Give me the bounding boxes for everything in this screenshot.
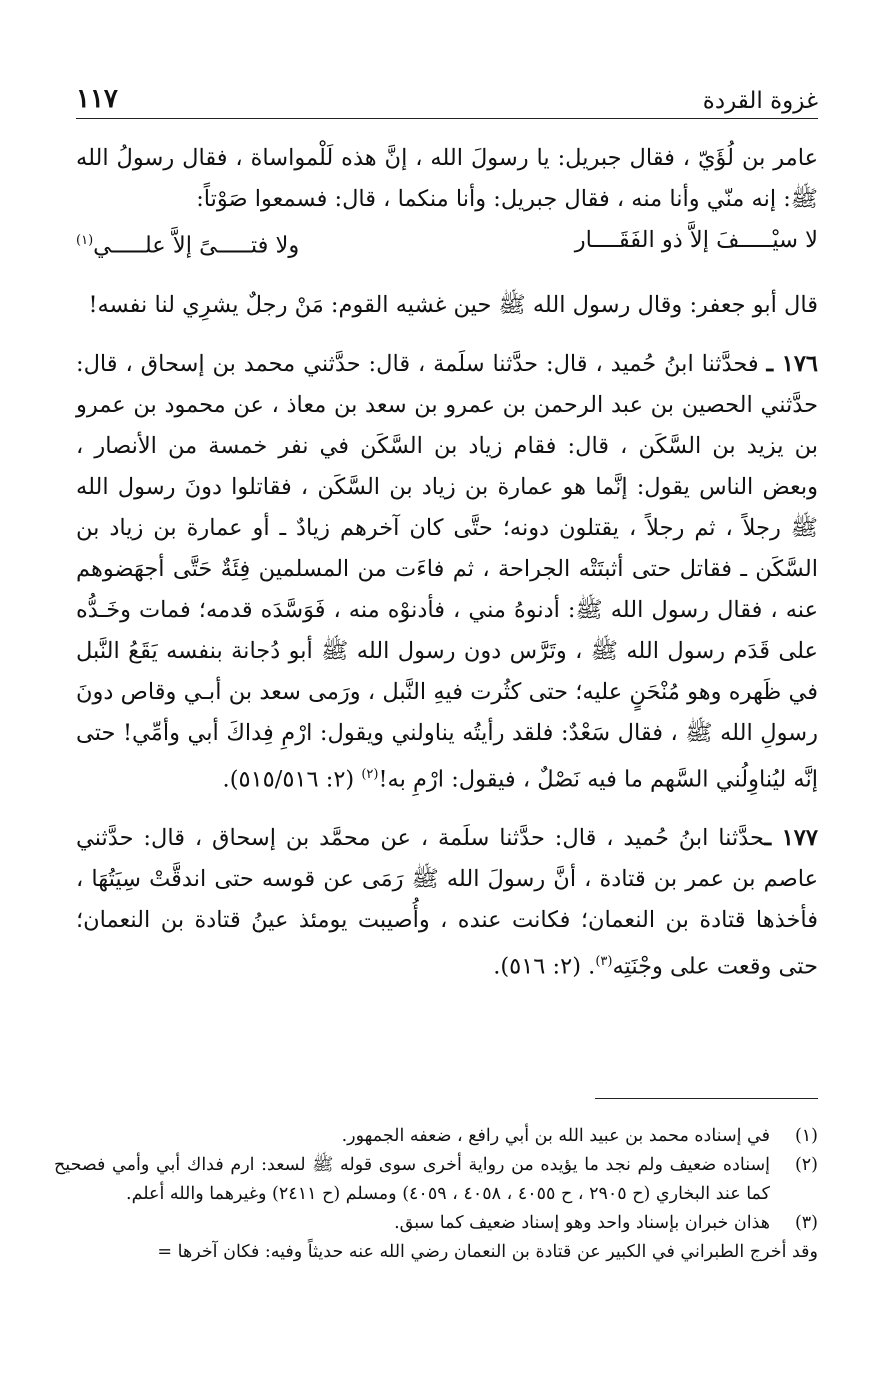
footnote-ref-3: (٣) (595, 954, 613, 969)
verse-hemistich-right: لا سيْـــــفَ إلاَّ ذو الفَقَــــار (574, 227, 818, 253)
verse-hemistich-left: ولا فتـــــىً إلاَّ علـــــي$^{(١)}$ (76, 232, 300, 259)
footnote-text: إسناده ضعيف ولم نجد ما يؤيده من رواية أخرى سوى قوله ﷺ لسعد: ارم فداك أبي وأمي فصحيح كما عند البخاري (ح ٢٩٠٥ ، ح ٤٠٥٥ ، ٤٠٥٨ ، ٤٠٥٩) ومسلم (ح ٢٤١١) وغيرهما والله أعلم. (54, 1155, 770, 1204)
citation-176: (٢: ٥١٥/٥١٦). (222, 766, 355, 792)
footnote-3 (54, 1209, 818, 1238)
footnote-2 (54, 1151, 818, 1209)
footnote-ref-2: (٢) (361, 766, 379, 782)
paragraph-1: عامر بن لُؤَيّ ، فقال جبريل: يا رسولَ الله ، إنَّ هذه لَلْمواساة ، فقال رسولُ الله ﷺ: إنه منّي وأنا منه ، فقال جبريل: وأنا منكما ، قال: فسمعوا صَوْتاً: (76, 145, 818, 212)
poetry-verse (76, 220, 818, 267)
chapter-title: غزوة القردة (702, 88, 818, 114)
page-number: ١١٧ (76, 84, 118, 114)
footnote-mark: (٣) (794, 1213, 818, 1233)
paragraph-2: قال أبو جعفر: وقال رسول الله ﷺ حين غشيه القوم: مَنْ رجلٌ يشرِي لنا نفسه! (88, 291, 818, 318)
main-text (76, 138, 818, 988)
footnote-continuation: وقد أخرج الطبراني في الكبير عن قتادة بن النعمان رضي الله عنه حديثاً وفيه: فكان آخرها = (157, 1242, 818, 1262)
footnote-mark: (١) (794, 1126, 818, 1146)
paragraph-176: ١٧٦ ـ فحدَّثنا ابنُ حُميد ، قال: حدَّثنا سلَمة ، قال: حدَّثني محمد بن إسحاق ، قال: حدَّثني الحصين بن عبد الرحمن بن عمرو بن سعد بن معاذ ، عن محمود بن عمرو بن يزيد بن السَّكَن ، قال: فقام زياد بن السَّكَن في نفر خمسة من الأنصار ، وبعض الناس يقول: إنَّما هو عمارة بن زياد بن السَّكَن ، فقاتلوا دونَ رسول الله ﷺ رجلاً ، ثم رجلاً ، يقتلون دونه؛ حتَّى كان آخرهم زيادٌ ـ أو عمارة بن زياد بن السَّكَن ـ فقاتل حتى أثبتَتْه الجراحة ، ثم فاءَت من المسلمين فِئَةٌ حَتَّى أجهَضوهم عنه ، فقال رسول الله ﷺ: أدنوهُ مني ، فأدنوْه منه ، فَوَسَّدَه قدمه؛ فمات وخَـدُّه على قَدَم رسول الله ﷺ ، وتَرَّس دون رسول الله ﷺ أبو دُجانة بنفسه يَقَعُ النَّبل في ظَهره وهو مُنْحَنٍ عليه؛ حتى كثُرت فيهِ النَّبل ، ورَمى سعد بن أبـي وقاص دونَ رسولِ الله ﷺ ، فقال سَعْدٌ: فلقد رأيتُه يناولني ويقول: ارْمِ فِداكَ أبي وأمِّي! حتى إنَّه ليُناوِلُني السَّهم ما فيه نَصْلٌ ، فيقول: ارْمِ به!$^{(٢)}$ (٢: ٥١٥/٥١٦). (76, 350, 819, 792)
running-header (76, 78, 818, 119)
footnote-ref-1: (١) (76, 233, 94, 248)
footnote-1 (54, 1122, 818, 1151)
footnotes (54, 1122, 818, 1267)
footnote-text: في إسناده محمد بن عبيد الله بن أبي رافع ، ضعفه الجمهور. (341, 1126, 770, 1146)
report-number-177: ١٧٧ ـ (764, 825, 818, 851)
footnote-separator (595, 1098, 818, 1099)
footnote-text: هذان خبران بإسناد واحد وهو إسناد ضعيف كما سبق. (394, 1213, 770, 1233)
paragraph-177: ١٧٧ ـحدَّثنا ابنُ حُميد ، قال: حدَّثنا سلَمة ، عن محمَّد بن إسحاق ، قال: حدَّثني عاصم بن عمر بن قتادة ، أنَّ رسولَ الله ﷺ رَمَى عن قوسه حتى اندقَّتْ سِيَتُهَا ، فأخذها قتادة بن النعمان؛ فكانت عنده ، وأُصيبت يومئذ عينُ قتادة بن النعمان؛ حتى وقعت على وجْنَتِه$^{(٣)}$. (٢: ٥١٦). (76, 825, 818, 980)
report-number-176: ١٧٦ ـ (766, 350, 819, 377)
footnote-mark: (٢) (794, 1155, 818, 1175)
citation-177: . (٢: ٥١٦). (493, 953, 596, 980)
